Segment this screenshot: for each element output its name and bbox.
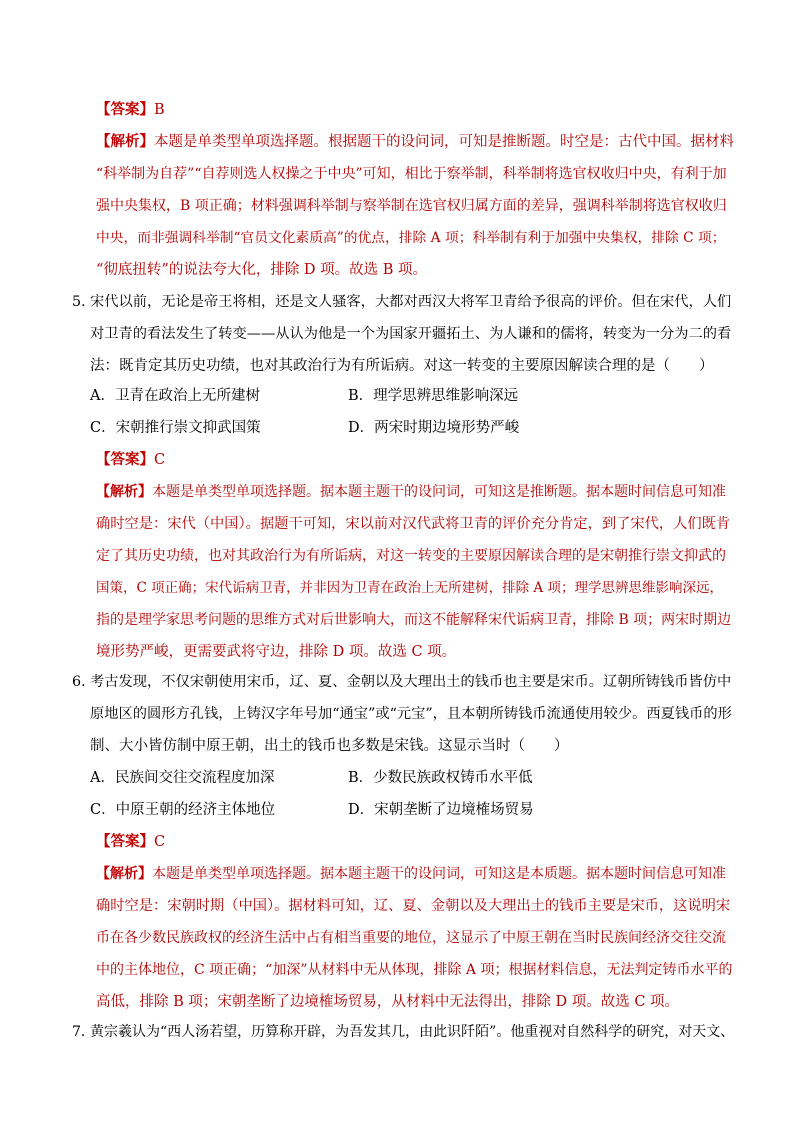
q5-analysis-line: 境形势严峻，更需要武将守边，排除 D 项。故选 C 项。 <box>96 644 457 660</box>
analysis-tag: 【解析】 <box>96 866 152 882</box>
q7-stem-line <box>72 1022 734 1042</box>
q6-analysis-line: 高低，排除 B 项；宋朝垄断了边境榷场贸易，从材料中无法得出，排除 D 项。故选 C 项。 <box>96 994 680 1010</box>
q5-stem-line: 对卫青的看法发生了转变——从认为他是一个为国家开疆拓土、为人谦和的儒将，转变为一分为二的看 <box>90 326 732 342</box>
stem-text: 考古发现，不仅宋朝使用宋币，辽、夏、金朝以及大理出土的钱币也主要是宋币。辽朝所铸钱币皆仿中 <box>90 674 732 690</box>
answer-value: B <box>154 102 165 118</box>
q6-stem-line <box>72 672 731 692</box>
q5-analysis-line: 定了其历史功绩，也对其政治行为有所诟病，对这一转变的主要原因解读合理的是宋朝推行崇文抑武的 <box>96 548 726 564</box>
q4-analysis-line: “彻底扭转”的说法夸大化，排除 D 项。故选 B 项。 <box>96 262 428 278</box>
q6-analysis-line: 中的主体地位，C 项正确；“加深”从材料中无从体现，排除 A 项；根据材料信息，无法判定铸币水平的 <box>96 962 733 978</box>
q5-stem-line: 法：既肯定其历史功绩，也对其政治行为有所诟病。对这一转变的主要原因解读合理的是（ ） <box>90 358 714 374</box>
question-number: 5． <box>72 294 96 310</box>
q6-stem-line: 原地区的圆形方孔钱，上铸汉字年号加“通宝”或“元宝”，且本朝所铸钱币流通使用较少。西夏钱币的形 <box>90 706 732 722</box>
q6-analysis-line: 确时空是：宋朝时期（中国）。据材料可知，辽、夏、金朝以及大理出土的钱币主要是宋币，这说明宋 <box>96 898 731 914</box>
q6-option-c: C．中原王朝的经济主体地位 <box>90 802 276 818</box>
q6-option-d: D．宋朝垄断了边境榷场贸易 <box>348 802 534 818</box>
q5-analysis-line: 指的是理学家思考问题的思维方式对后世影响大，而这不能解释宋代诟病卫青，排除 B 项；两宋时期边 <box>96 612 732 628</box>
q4-analysis-line: “科举制为自荐”“自荐则选人权操之于中央”可知，相比于察举制，科举制将选官权收归中央，有利于加 <box>96 166 727 182</box>
q6-option-a: A．民族间交往交流程度加深 <box>90 770 275 786</box>
question-number: 6． <box>72 674 96 690</box>
analysis-tag: 【解析】 <box>96 484 152 500</box>
q5-option-d: D．两宋时期边境形势严峻 <box>348 420 520 436</box>
q6-analysis-line <box>96 864 726 884</box>
q5-analysis-line: 确时空是：宋代（中国）。据题干可知，宋以前对汉代武将卫青的评价充分肯定，到了宋代，人们既肯 <box>96 516 731 532</box>
q5-option-a: A．卫青在政治上无所建树 <box>90 388 260 404</box>
q4-analysis-line: 强中央集权，B 项正确；材料强调科举制与察举制在选官权归属方面的差异，强调科举制将选官权收归 <box>96 198 727 214</box>
q5-analysis-line: 国策，C 项正确；宋代诟病卫青，并非因为卫青在政治上无所建树，排除 A 项；理学思辨思维影响深远， <box>96 580 723 596</box>
q4-answer <box>96 100 165 120</box>
q6-answer <box>96 832 165 852</box>
q5-analysis-line <box>96 482 726 502</box>
question-number: 7． <box>72 1024 95 1040</box>
analysis-text: 本题是单类型单项选择题。根据题干的设问词，可知是推断题。时空是：古代中国。据材料 <box>154 134 734 150</box>
q6-option-b: B．少数民族政权铸币水平低 <box>348 770 533 786</box>
q4-analysis-line <box>96 132 734 152</box>
q5-option-c: C．宋朝推行崇文抑武国策 <box>90 420 261 436</box>
q4-analysis-line: 中央，而非强调科举制“官员文化素质高”的优点，排除 A 项；科举制有利于加强中央集权，排除 C 项； <box>96 230 726 246</box>
analysis-tag: 【解析】 <box>96 133 154 150</box>
q6-analysis-line: 币在各少数民族政权的经济生活中占有相当重要的地位，这显示了中原王朝在当时民族间经济交往交流 <box>96 930 726 946</box>
stem-text: 黄宗羲认为“西人汤若望，历算称开辟，为吾发其几，由此识阡陌”。他重视对自然科学的研究，对天文、 <box>90 1024 735 1040</box>
analysis-text: 本题是单类型单项选择题。据本题主题干的设问词，可知这是本质题。据本题时间信息可知准 <box>152 866 726 882</box>
q5-stem-line <box>72 292 731 312</box>
answer-tag: 【答案】 <box>96 101 154 118</box>
stem-text: 宋代以前，无论是帝王将相，还是文人骚客，大都对西汉大将军卫青给予很高的评价。但在宋代，人们 <box>90 294 732 310</box>
answer-value: C <box>154 834 166 850</box>
answer-tag: 【答案】 <box>96 451 154 468</box>
answer-tag: 【答案】 <box>96 833 154 850</box>
q5-answer <box>96 450 165 470</box>
analysis-text: 本题是单类型单项选择题。据本题主题干的设问词，可知这是推断题。据本题时间信息可知准 <box>152 484 726 500</box>
q5-option-b: B．理学思辨思维影响深远 <box>348 388 519 404</box>
answer-value: C <box>154 452 166 468</box>
q6-stem-line: 制、大小皆仿制中原王朝，出土的钱币也多数是宋钱。这显示当时（ ） <box>90 738 569 754</box>
